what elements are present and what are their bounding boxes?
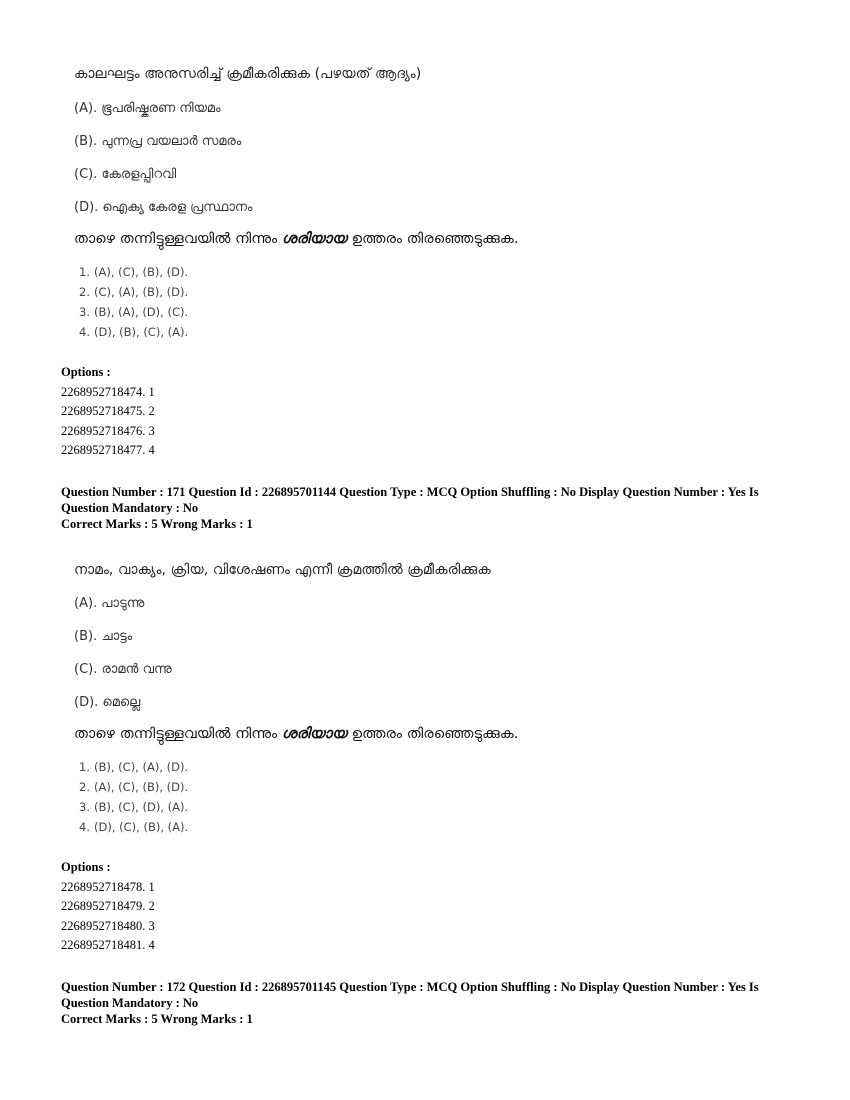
q171-item-a: (A). പാടുന്നു xyxy=(74,596,145,611)
q170-instruction-post: ഉത്തരം തിരഞ്ഞെടുക്കുക. xyxy=(346,231,519,247)
q171-option-1: 2268952718478. 1 xyxy=(61,879,155,894)
q171-choice-3: 3. (B), (C), (D), (A). xyxy=(79,800,189,814)
q171-choice-2: 2. (A), (C), (B), (D). xyxy=(79,780,189,794)
q171-meta-line1: Question Number : 171 Question Id : 226895701144 Question Type : MCQ Option Shuffling : No Display Question Number : Yes Is Question Mandatory : No xyxy=(61,485,759,515)
q171-option-4: 2268952718481. 4 xyxy=(61,938,155,952)
q170-item-c: (C). കേരളപ്പിറവി xyxy=(74,167,177,182)
q171-option-3: 2268952718480. 3 xyxy=(61,918,155,933)
q172-meta-line1: Question Number : 172 Question Id : 226895701145 Question Type : MCQ Option Shuffling : No Display Question Number : Yes Is Question Mandatory : No xyxy=(61,980,759,1010)
q171-option-2: 2268952718479. 2 xyxy=(61,899,155,913)
q170-instruction-bold: ശരിയായ xyxy=(281,231,347,247)
q170-item-d: (D). ഐക്യ കേരള പ്രസ്ഥാനം xyxy=(74,200,253,215)
q171-choice-4: 4. (D), (C), (B), (A). xyxy=(79,820,189,834)
q171-instruction-bold: ശരിയായ xyxy=(281,726,347,742)
q171-instruction xyxy=(74,726,519,742)
q170-item-b: (B). പുന്നപ്ര വയലാർ സമരം xyxy=(74,134,242,149)
q171-item-b: (B). ചാട്ടം xyxy=(74,629,133,644)
q172-meta-line2: Correct Marks : 5 Wrong Marks : 1 xyxy=(61,1012,253,1026)
q170-option-3: 2268952718476. 3 xyxy=(61,423,155,438)
q170-instruction-pre: താഴെ തന്നിട്ടുള്ളവയിൽ നിന്നും xyxy=(74,231,282,247)
q170-instruction xyxy=(74,231,519,247)
q170-choice-4: 4. (D), (B), (C), (A). xyxy=(79,325,189,339)
q171-meta xyxy=(61,484,801,532)
q172-meta xyxy=(61,979,801,1027)
q170-option-1: 2268952718474. 1 xyxy=(61,384,155,399)
q170-option-4: 2268952718477. 4 xyxy=(61,443,155,457)
q171-item-c: (C). രാമൻ വന്നു xyxy=(74,662,172,677)
q170-choice-2: 2. (C), (A), (B), (D). xyxy=(79,285,189,299)
q170-choice-1: 1. (A), (C), (B), (D). xyxy=(79,265,189,279)
q170-options-label: Options : xyxy=(61,365,111,379)
q170-option-2: 2268952718475. 2 xyxy=(61,404,155,418)
q171-options-label: Options : xyxy=(61,860,111,874)
q170-item-a: (A). ഭൂപരിഷ്കരണ നിയമം xyxy=(74,101,221,116)
q170-choice-3: 3. (B), (A), (D), (C). xyxy=(79,305,189,319)
q171-item-d: (D). മെല്ലെ xyxy=(74,695,141,710)
q171-stem: നാമം, വാക്യം, ക്രിയ, വിശേഷണം എന്നീ ക്രമത്തിൽ ക്രമീകരിക്കുക xyxy=(74,562,491,578)
q170-stem: കാലഘട്ടം അനുസരിച്ച് ക്രമീകരിക്കുക (പഴയത് ആദ്യം) xyxy=(74,66,422,82)
q170-choice-list xyxy=(76,262,188,342)
q171-instruction-pre: താഴെ തന്നിട്ടുള്ളവയിൽ നിന്നും xyxy=(74,726,282,742)
q171-instruction-post: ഉത്തരം തിരഞ്ഞെടുക്കുക. xyxy=(346,726,519,742)
q171-options xyxy=(61,858,155,956)
q171-choice-list xyxy=(76,757,188,837)
q170-options xyxy=(61,363,155,461)
q171-meta-line2: Correct Marks : 5 Wrong Marks : 1 xyxy=(61,517,253,531)
q171-choice-1: 1. (B), (C), (A), (D). xyxy=(79,760,189,774)
